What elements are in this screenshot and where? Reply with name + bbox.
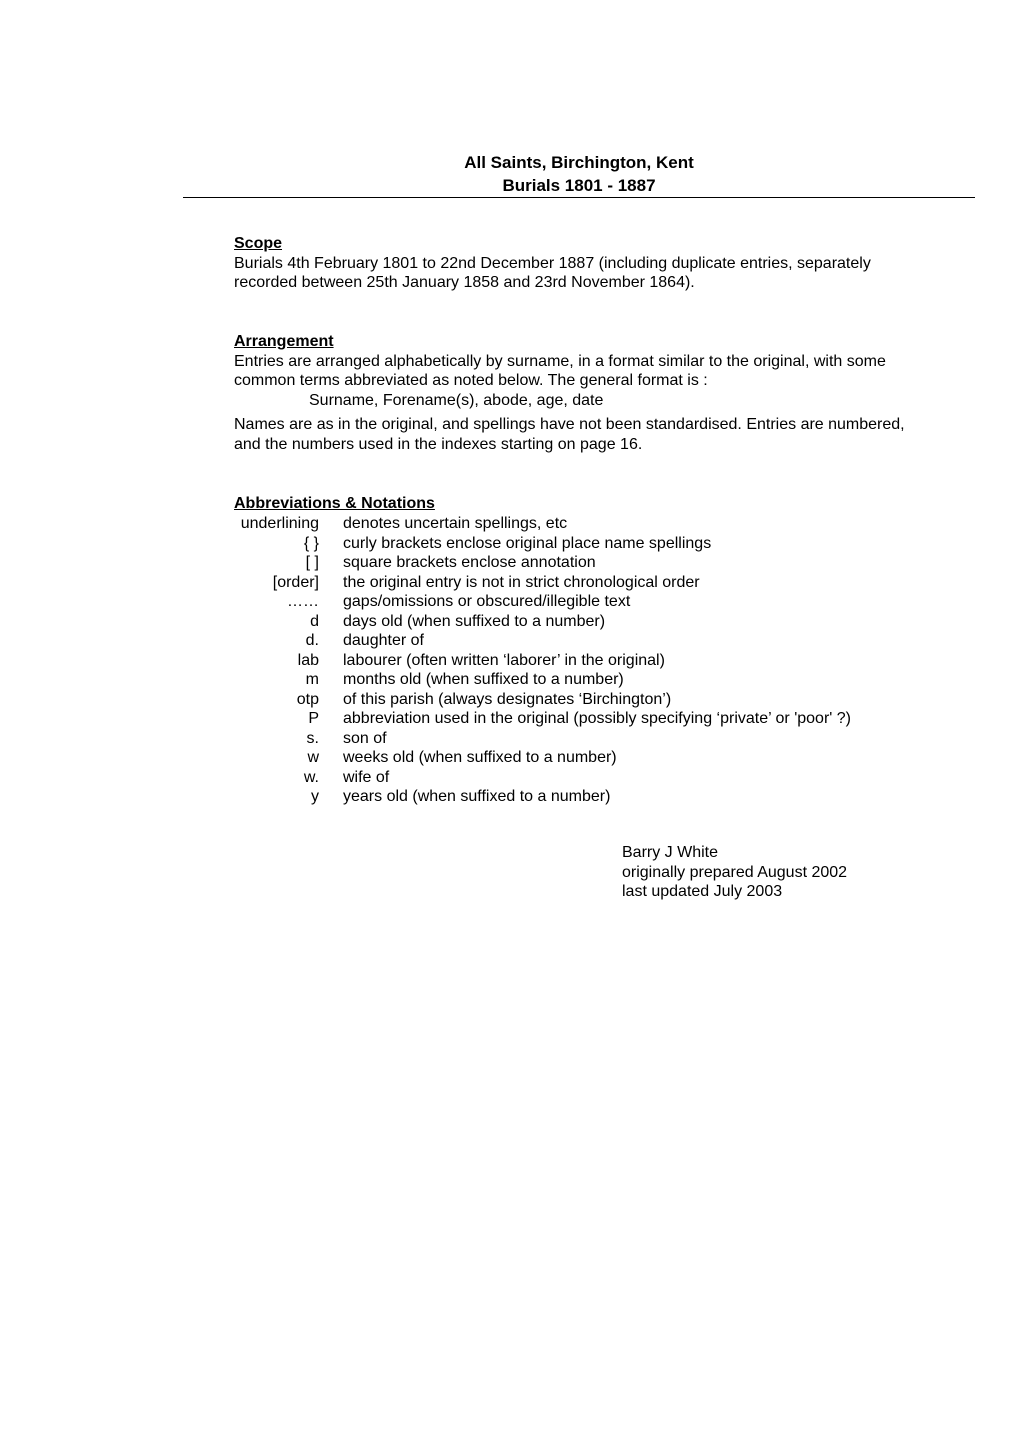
abbreviation-value: weeks old (when suffixed to a number) xyxy=(343,749,617,766)
page-subtitle: Burials 1801 - 1887 xyxy=(502,176,656,195)
abbreviation-value: of this parish (always designates ‘Birchington’) xyxy=(343,690,672,708)
abbreviation-value: curly brackets enclose original place name spellings xyxy=(343,534,712,552)
arrangement-names-text: Names are as in the original, and spellings have not been standardised. Entries are numbered, and the numbers used in the indexes starting on page 16. xyxy=(234,416,905,453)
abbreviation-key: w. xyxy=(303,768,319,786)
scope-text: Burials 4th February 1801 to 22nd December 1887 (including duplicate entries, separately recorded between 25th January 1858 and 23rd November 1864). xyxy=(234,254,871,291)
abbreviation-key: [order] xyxy=(272,573,319,591)
abbreviation-row xyxy=(230,709,950,729)
abbreviation-row xyxy=(230,612,950,632)
arrangement-text: Entries are arranged alphabetically by surname, in a format similar to the original, with some common terms abbreviated as noted below. The general format is : xyxy=(234,352,886,389)
abbreviation-row xyxy=(230,553,950,573)
abbreviation-key: m xyxy=(305,671,319,688)
abbreviation-key: w xyxy=(307,749,319,766)
abbreviation-value: abbreviation used in the original (possibly specifying ‘private’ or 'poor' ?) xyxy=(343,710,852,727)
abbreviations-section xyxy=(234,494,934,514)
scope-heading: Scope xyxy=(234,235,283,252)
abbreviation-value: son of xyxy=(343,729,387,747)
abbreviation-value: the original entry is not in strict chronological order xyxy=(343,573,700,591)
abbreviation-key: y xyxy=(311,788,319,805)
abbreviation-key: d. xyxy=(305,632,319,649)
abbreviation-row xyxy=(230,787,950,807)
abbreviation-row xyxy=(230,514,950,534)
abbreviation-row xyxy=(230,651,950,671)
abbreviation-row xyxy=(230,768,950,788)
updated-date: last updated July 2003 xyxy=(622,883,783,900)
abbreviation-value: months old (when suffixed to a number) xyxy=(343,671,624,688)
signature-block xyxy=(622,843,972,902)
abbreviation-row xyxy=(230,670,950,690)
abbreviation-key: P xyxy=(308,710,319,727)
abbreviations-list xyxy=(230,514,950,807)
abbreviation-key: d xyxy=(310,612,319,630)
page-header xyxy=(183,151,975,197)
arrangement-format: Surname, Forename(s), abode, age, date xyxy=(309,391,604,409)
abbreviation-value: square brackets enclose annotation xyxy=(343,554,596,571)
author-name: Barry J White xyxy=(622,844,719,861)
scope-section xyxy=(234,234,934,293)
abbreviations-heading: Abbreviations & Notations xyxy=(234,495,435,512)
abbreviation-value: denotes uncertain spellings, etc xyxy=(343,515,568,532)
abbreviation-row xyxy=(230,748,950,768)
prepared-date: originally prepared August 2002 xyxy=(622,863,848,881)
header-divider xyxy=(183,197,975,198)
abbreviation-value: gaps/omissions or obscured/illegible text xyxy=(343,593,631,610)
abbreviation-key: lab xyxy=(297,651,319,669)
abbreviation-key: s. xyxy=(306,729,319,747)
arrangement-heading: Arrangement xyxy=(234,333,334,350)
abbreviation-value: labourer (often written ‘laborer’ in the original) xyxy=(343,651,665,669)
abbreviation-row xyxy=(230,573,950,593)
arrangement-section xyxy=(234,332,934,454)
abbreviation-key: { } xyxy=(303,534,319,552)
abbreviation-key: otp xyxy=(296,690,319,708)
abbreviation-row xyxy=(230,631,950,651)
abbreviation-row xyxy=(230,729,950,749)
abbreviation-value: daughter of xyxy=(343,632,424,649)
abbreviation-value: wife of xyxy=(343,768,390,786)
abbreviation-key: underlining xyxy=(240,515,319,532)
abbreviation-row xyxy=(230,534,950,554)
abbreviation-key: …… xyxy=(287,593,319,610)
abbreviation-row xyxy=(230,592,950,612)
abbreviation-value: years old (when suffixed to a number) xyxy=(343,788,611,805)
page-title: All Saints, Birchington, Kent xyxy=(464,153,694,172)
abbreviation-row xyxy=(230,690,950,710)
abbreviation-key: [ ] xyxy=(305,554,319,571)
abbreviation-value: days old (when suffixed to a number) xyxy=(343,612,606,630)
